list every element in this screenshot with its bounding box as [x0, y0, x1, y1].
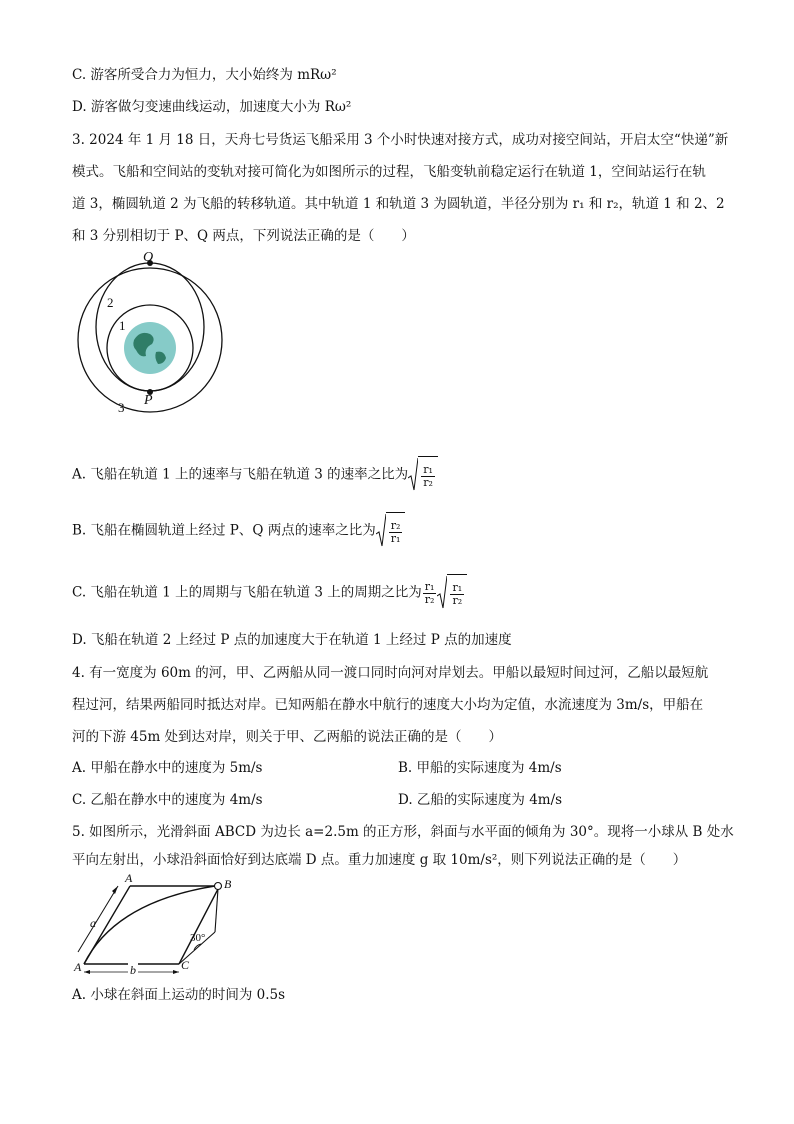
label-c: C: [181, 958, 190, 972]
label-a-bottom: A: [74, 960, 82, 974]
q3-option-d: D. 飞船在轨道 2 上经过 P 点的加速度大于在轨道 1 上经过 P 点的加速度: [72, 632, 512, 648]
ball-icon: [215, 883, 222, 890]
option-d-prev: D. 游客做匀变速曲线运动，加速度大小为 Rω²: [72, 99, 352, 115]
q4-option-d: D. 乙船的实际速度为 4m/s: [398, 792, 563, 808]
q4-option-a: A. 甲船在静水中的速度为 5m/s: [72, 760, 263, 776]
label-orbit-3: 3: [118, 400, 125, 415]
q4-option-b: B. 甲船的实际速度为 4m/s: [398, 760, 562, 776]
label-a-side: a: [90, 916, 96, 930]
q4-option-c: C. 乙船在静水中的速度为 4m/s: [72, 792, 263, 808]
label-angle: 30°: [190, 932, 206, 944]
label-b-bottom: b: [130, 963, 136, 977]
orbit-diagram: [70, 252, 230, 422]
q4-stem-line3: 河的下游 45m 处到达对岸，则关于甲、乙两船的说法正确的是（ ）: [72, 729, 503, 745]
q4-stem-line2: 程过河，结果两船同时抵达对岸。已知两船在静水中航行的速度大小均为定值，水流速度为 3m/s，甲船在: [72, 697, 704, 713]
label-q: Q: [143, 250, 154, 265]
earth-icon: [124, 322, 176, 374]
q3-option-b: B. 飞船在椭圆轨道上经过 P、Q 两点的速率之比为 $\frac{\text{r₂}}{\text{r₁}}$: [72, 512, 405, 550]
option-c-prev: C. 游客所受合力为恒力，大小始终为 mRω²: [72, 67, 337, 83]
q3-stem-line1: 3. 2024 年 1 月 18 日，天舟七号货运飞船采用 3 个小时快速对接方式，成功对接空间站，开启太空“快递”新: [72, 132, 729, 148]
q5-stem-line2: 平向左射出，小球沿斜面恰好到达底端 D 点。重力加速度 g 取 10m/s²，则下列说法正确的是（ ）: [72, 852, 687, 868]
q5-stem-line1: 5. 如图所示，光滑斜面 ABCD 为边长 a=2.5m 的正方形，斜面与水平面的倾角为 30°。现将一小球从 B 处水: [72, 824, 734, 840]
label-a-top: A: [125, 871, 133, 885]
q3-stem-line3: 道 3，椭圆轨道 2 为飞船的转移轨道。其中轨道 1 和轨道 3 为圆轨道，半径分别为 r₁ 和 r₂，轨道 1 和 2、2: [72, 196, 725, 212]
q3-option-a: A. 飞船在轨道 1 上的速率与飞船在轨道 3 的速率之比为 $\frac{\text{r₁}}{\text{r₂}}$: [72, 456, 438, 494]
label-orbit-2: 2: [107, 295, 114, 310]
label-orbit-1: 1: [119, 318, 126, 333]
slope-diagram: [70, 872, 240, 977]
q3-stem-line2: 模式。飞船和空间站的变轨对接可简化为如图所示的过程，飞船变轨前稳定运行在轨道 1，空间站运行在轨: [72, 164, 706, 180]
label-p: P: [144, 393, 153, 408]
q5-option-a: A. 小球在斜面上运动的时间为 0.5s: [72, 987, 286, 1003]
q3-option-c: C. 飞船在轨道 1 上的周期与飞船在轨道 3 上的周期之比为 $\frac{\text{r₁}}{\text{r₂}}$ $\frac{\text{r₁}}{\text{r₂}}$: [72, 574, 467, 612]
q4-stem-line1: 4. 有一宽度为 60m 的河，甲、乙两船从同一渡口同时向河对岸划去。甲船以最短时间过河，乙船以最短航: [72, 665, 709, 681]
label-b: B: [224, 877, 232, 891]
q3-stem-line4: 和 3 分别相切于 P、Q 两点，下列说法正确的是（ ）: [72, 228, 415, 244]
